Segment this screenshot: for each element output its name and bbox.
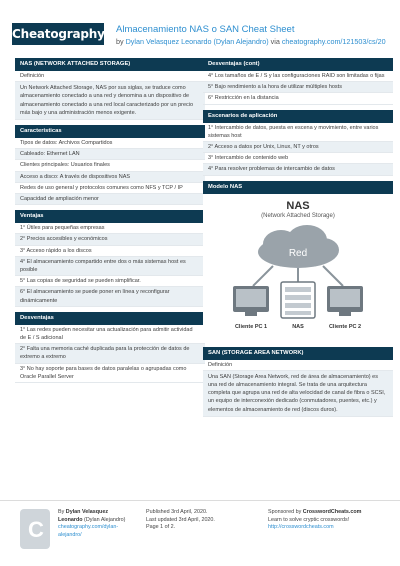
client-pc-1-icon xyxy=(233,286,269,316)
connector-line xyxy=(253,266,273,286)
page-header xyxy=(0,0,400,52)
list-item: 1° Útiles para pequeñas empresas xyxy=(15,223,205,234)
list-item: 2° Precios accesibles y económicos xyxy=(15,234,205,245)
nas-definition-label: Definición xyxy=(15,71,205,82)
cloud-label: Red xyxy=(288,247,308,259)
list-item: Clientes principales: Usuarios finales xyxy=(15,160,205,171)
list-item: 3° Intercambio de contenido web xyxy=(203,153,393,164)
footer-author xyxy=(58,509,125,539)
byline xyxy=(116,37,400,46)
logo-letter: C xyxy=(28,517,44,542)
list-item: 1° Intercambio de datos, puesta en escena y movimiento, entre varios sistemas host xyxy=(203,123,393,142)
list-item: 6° El almacenamiento se puede poner en línea y reconfigurar dinámicamente xyxy=(15,287,205,306)
page-footer xyxy=(0,500,400,566)
list-item: 4° Los tamaños de E / S y las configuraciones RAID son limitadas o fijas xyxy=(203,71,393,82)
section-heading-escenarios: Escenarios de aplicación xyxy=(203,110,393,123)
section-heading-ventajas: Ventajas xyxy=(15,210,205,223)
diagram-graphic xyxy=(203,194,393,342)
footer-profile-link[interactable]: cheatography.com/dylan- xyxy=(58,524,119,531)
author-link[interactable]: Dylan Velasquez Leonardo (Dylan Alejandro) xyxy=(125,37,269,46)
list-item: Capacidad de ampliación menor xyxy=(15,194,205,205)
nas-model-diagram xyxy=(203,194,393,342)
network-cloud-icon xyxy=(258,225,339,268)
right-column xyxy=(203,58,393,417)
byline-prefix: by xyxy=(116,37,126,46)
left-column xyxy=(15,58,205,383)
section-heading-desventajas: Desventajas xyxy=(15,312,205,325)
list-item: 5° Las copias de seguridad se pueden simplificar. xyxy=(15,276,205,287)
page-title[interactable]: Almacenamiento NAS o SAN Cheat Sheet xyxy=(116,24,295,35)
diagram-subtitle: (Network Attached Storage) xyxy=(261,212,335,219)
list-item: Acceso a disco: A través de dispositivos NAS xyxy=(15,172,205,183)
cheatography-logo[interactable]: Cheatography xyxy=(12,23,104,45)
client-pc-1-label: Cliente PC 1 xyxy=(234,323,268,330)
section-heading-san: SAN (STORAGE AREA NETWORK) xyxy=(203,347,393,360)
cheatography-c-logo-icon xyxy=(20,509,50,549)
sponsor-tagline: Learn to solve cryptic crosswords! xyxy=(268,516,350,523)
list-item: 2° Falta una memoria caché duplicada para la protección de datos de extremo a extremo xyxy=(15,344,205,363)
sponsor-link[interactable]: http://crosswordcheats.com xyxy=(268,524,334,531)
list-item: 3° Acceso rápido a los discos xyxy=(15,246,205,257)
nas-definition-text: Un Network Attached Storage, NAS por sus siglas, se traduce como almacenamiento conectado a una red y denomina a un dispositivo de almacenamiento conectado a una red local caracterizado por un precio más bajo y una administración menos exigente. xyxy=(15,82,205,120)
list-item: Tipos de datos: Archivos Compartidos xyxy=(15,138,205,149)
footer-dates xyxy=(146,509,215,532)
connector-line xyxy=(323,266,343,286)
san-definition-label: Definición xyxy=(203,360,393,371)
footer-sponsor xyxy=(268,509,361,532)
list-item: 3° No hay soporte para bases de datos paralelas o agrupadas como Oracle Parallel Server xyxy=(15,364,205,383)
footer-author-name[interactable]: Dylan Velasquez xyxy=(65,509,109,515)
list-item: 4° Para resolver problemas de intercambio de datos xyxy=(203,164,393,175)
sponsor-name[interactable]: CrosswordCheats.com xyxy=(302,509,362,515)
list-item: 4° El almacenamiento compartido entre dos o más sistemas host es posible xyxy=(15,257,205,276)
list-item: 2° Acceso a datos por Unix, Linux, NT y otros xyxy=(203,142,393,153)
list-item: 6° Restricción en la distancia xyxy=(203,93,393,104)
list-item: Cableado: Ethernet LAN xyxy=(15,149,205,160)
section-heading-desventajas-cont: Desventajas (cont) xyxy=(203,58,393,71)
byline-via: via xyxy=(268,37,282,46)
client-pc-2-label: Cliente PC 2 xyxy=(328,323,362,330)
published-date: Published 3rd April, 2020. xyxy=(146,509,208,515)
footer-profile-link-2[interactable]: alejandro/ xyxy=(58,531,82,538)
section-heading-modelo-nas: Modelo NAS xyxy=(203,181,393,194)
section-heading-nas: NAS (NETWORK ATTACHED STORAGE) xyxy=(15,58,205,71)
client-pc-2-icon xyxy=(327,286,363,316)
sponsor-prefix: Sponsored by xyxy=(268,509,303,515)
sheet-url-link[interactable]: cheatography.com/121503/cs/20 xyxy=(281,37,386,46)
footer-by: By xyxy=(58,509,66,515)
san-definition-text: Una SAN (Storage Area Network, red de área de almacenamiento) es una red de almacenamiento integral. Se trata de una arquitectura completa que agrupa una red de alta velocidad de canal de fibra o SCSI, un equipo de interconexión dedicado (conmutadores, puentes, etc.) y elementos de almacenamiento de red (discos duros). xyxy=(203,371,393,417)
list-item: 1° Las redes pueden necesitar una actualización para admitir actividad de E / S adicional xyxy=(15,325,205,344)
section-heading-caracteristicas: Caracteristicas xyxy=(15,125,205,138)
nas-server-icon xyxy=(281,282,315,318)
diagram-title: NAS xyxy=(286,199,310,212)
list-item: Redes de uso general y protocolos comunes como NFS y TCP / IP xyxy=(15,183,205,194)
page-count: Page 1 of 2. xyxy=(146,524,176,531)
nas-label: NAS xyxy=(292,323,304,330)
footer-author-name-2[interactable]: Leonardo xyxy=(58,516,83,523)
list-item: 5° Bajo rendimiento a la hora de utilizar múltiples hosts xyxy=(203,82,393,93)
updated-date: Last updated 3rd April, 2020. xyxy=(146,516,215,523)
footer-author-alias: (Dylan Alejandro) xyxy=(82,516,126,523)
